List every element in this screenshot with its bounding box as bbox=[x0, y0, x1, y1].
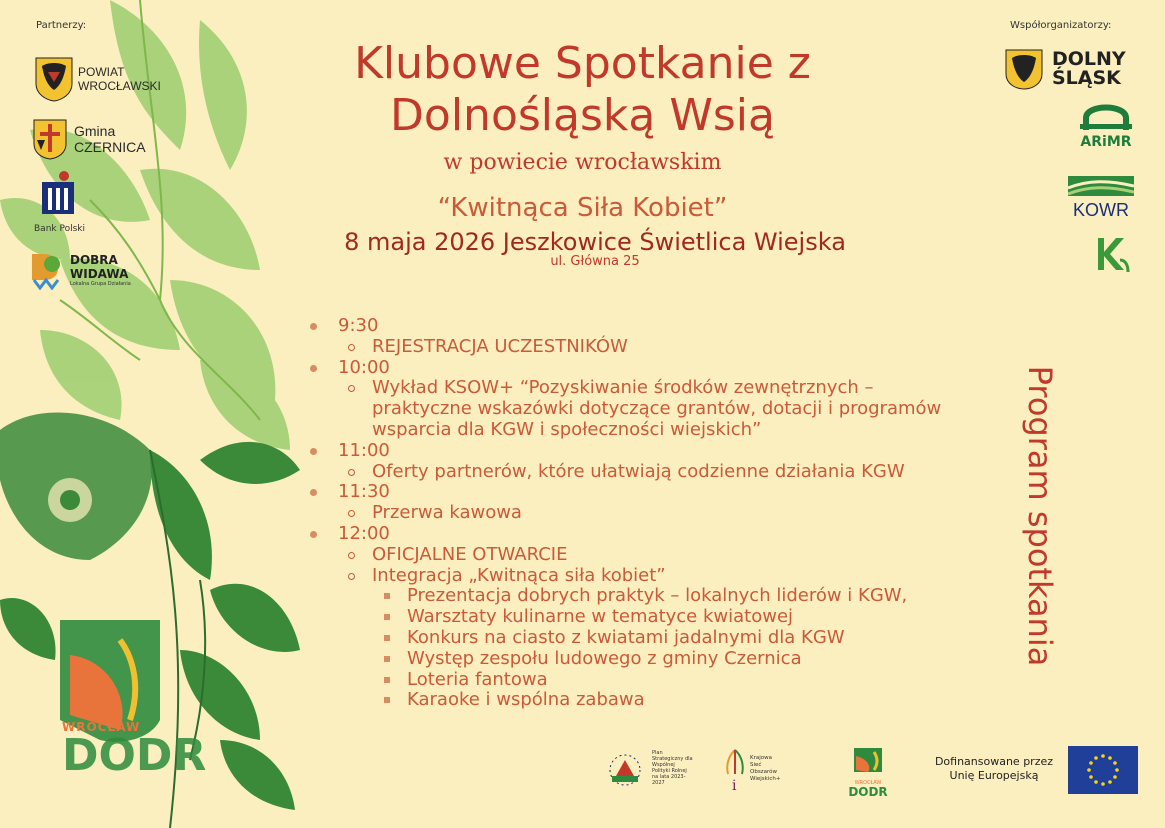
dodr-city: WROCŁAW bbox=[62, 720, 141, 734]
program-heading-text: Program spotkania bbox=[1021, 365, 1059, 667]
dodr-small-city: WROCŁAW bbox=[854, 780, 882, 786]
powiat-line1: POWIAT bbox=[78, 65, 125, 79]
dodr-small-icon bbox=[848, 746, 888, 776]
kowr-text: KOWR bbox=[1073, 200, 1129, 220]
program-subitem: Warsztaty kulinarne w tematyce kwiatowej bbox=[320, 607, 1020, 628]
motto: “Kwitnąca Siła Kobiet” bbox=[437, 193, 728, 223]
gmina-line2: CZERNICA bbox=[74, 139, 146, 155]
program-subitem: Prezentacja dobrych praktyk – lokalnych liderów i KGW, bbox=[320, 586, 1020, 607]
dobra-line1: DOBRA bbox=[70, 253, 118, 267]
program-item-continuation: wsparcia dla KGW i społeczności wiejskich” bbox=[372, 418, 762, 440]
program-subitem: Loteria fantowa bbox=[320, 670, 1020, 691]
title-line2: Dolnośląską Wsią bbox=[390, 90, 775, 141]
program-list bbox=[320, 316, 1020, 711]
partners-label: Partnerzy: bbox=[36, 20, 87, 31]
dodr-small-name: DODR bbox=[848, 785, 888, 799]
program-subitem: Występ zespołu ludowego z gminy Czernica bbox=[320, 649, 1020, 670]
ksow-line3: Obszarów bbox=[750, 769, 777, 775]
ksow-line1: Krajowa bbox=[750, 755, 772, 761]
dobra-tagline: Lokalna Grupa Działania bbox=[70, 281, 131, 287]
street-address: ul. Główna 25 bbox=[550, 254, 640, 269]
ksow-text bbox=[750, 755, 780, 783]
program-subitem: Karaoke i wspólna zabawa bbox=[320, 690, 1020, 711]
program-item-time: 11:00 bbox=[320, 441, 1020, 462]
program-heading bbox=[1010, 316, 1070, 716]
powiat-line2: WROCŁAWSKI bbox=[78, 79, 161, 93]
eu-funding-text bbox=[924, 755, 1064, 783]
eu-line2: Unię Europejską bbox=[949, 769, 1039, 782]
title-line1: Klubowe Spotkanie z bbox=[354, 38, 811, 89]
main-title bbox=[0, 38, 1165, 142]
dodr-small-logo bbox=[848, 746, 888, 798]
psow-text: Plan Strategiczny dla Wspólnej Polityki Rolnej na lata 2023-2027 bbox=[652, 750, 693, 786]
program-subitem: Konkurs na ciasto z kwiatami jadalnymi dla KGW bbox=[320, 628, 1020, 649]
program-item-time: 12:00 bbox=[320, 524, 1020, 545]
ksow-logo bbox=[722, 746, 780, 792]
ksow-line2: Sieć bbox=[750, 762, 762, 768]
program-item-time: 11:30 bbox=[320, 482, 1020, 503]
eu-flag bbox=[1068, 746, 1138, 798]
eu-flag-icon bbox=[1068, 746, 1138, 794]
svg-text:i: i bbox=[732, 778, 737, 792]
subtitle: w powiecie wrocławskim bbox=[443, 150, 722, 175]
coorganizers-label: Współorganizatorzy: bbox=[1010, 20, 1112, 31]
program-item: Integracja „Kwitnąca siła kobiet” bbox=[320, 566, 1020, 587]
program-item-continuation: praktyczne wskazówki dotyczące grantów, dotacji i programów bbox=[372, 398, 942, 420]
ksow-icon bbox=[722, 746, 748, 792]
program-item: OFICJALNE OTWARCIE bbox=[320, 545, 1020, 566]
program-item-time: 9:30 bbox=[320, 316, 1020, 337]
program-item: REJESTRACJA UCZESTNIKÓW bbox=[320, 337, 1020, 358]
dobra-line2: WIDAWA bbox=[70, 267, 129, 281]
date-place: 8 maja 2026 Jeszkowice Świetlica Wiejska bbox=[344, 228, 846, 256]
arimr-text: ARiMR bbox=[1080, 134, 1132, 150]
ksow-line4: Wiejskich+ bbox=[750, 776, 781, 782]
program-item: Przerwa kawowa bbox=[320, 503, 1020, 524]
program-item-time: 10:00 bbox=[320, 358, 1020, 379]
dodr-name: DODR bbox=[62, 730, 207, 781]
dolny-line2: ŚLĄSK bbox=[1052, 67, 1121, 89]
dodr-big-logo-text bbox=[62, 720, 207, 781]
psow-logo bbox=[602, 748, 694, 788]
program-item: Oferty partnerów, które ułatwiają codzienne działania KGW bbox=[320, 462, 1020, 483]
eu-line1: Dofinansowane przez bbox=[934, 755, 1054, 768]
psow-flag-icon bbox=[602, 748, 648, 788]
gmina-line1: Gmina bbox=[74, 123, 116, 139]
bank-name: Bank Polski bbox=[34, 224, 85, 234]
dolny-line1: DOLNY bbox=[1052, 48, 1126, 70]
program-item: Wykład KSOW+ “Pozyskiwanie środków zewnętrznych – bbox=[320, 378, 1020, 399]
